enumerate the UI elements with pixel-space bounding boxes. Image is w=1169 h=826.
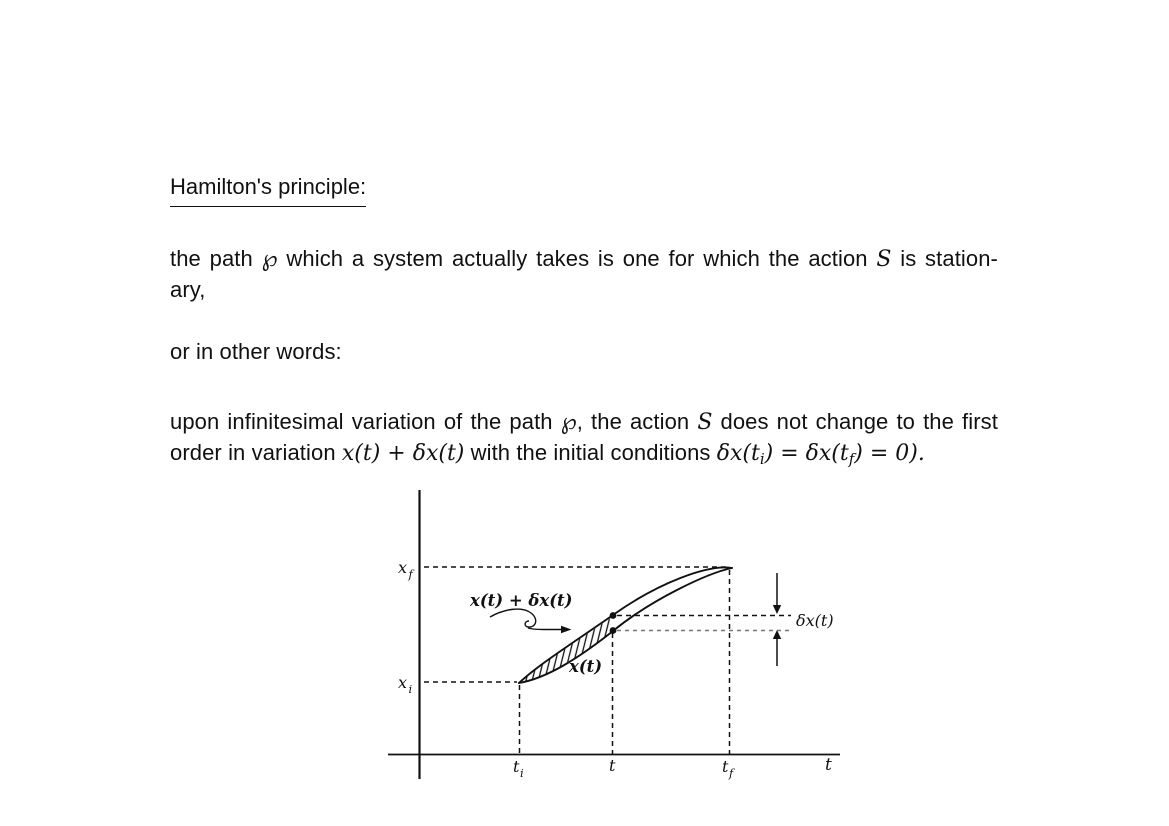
varied-path-point (610, 612, 617, 619)
delta-x-down-arrow (773, 573, 781, 614)
label-t-f-sub: f (729, 766, 734, 780)
label-t-mid: t (609, 756, 616, 775)
label-x-i: x (398, 673, 408, 692)
label-x-i-sub: i (408, 682, 413, 696)
label-t-i-sub: i (520, 766, 524, 780)
math-equals-zero: ) = 0). (854, 441, 925, 466)
action-S-symbol: S (697, 410, 713, 435)
math-delta-x-ti: δx(t (716, 441, 760, 466)
text-segment: or in other words: (170, 339, 342, 364)
label-varied-path: x(t) + δx(t) (470, 591, 573, 610)
true-path-point (610, 627, 617, 634)
text-segment: with the initial conditions (464, 440, 717, 465)
math-equals-delta-x-tf: ) = δx(t (764, 441, 849, 466)
text-segment: upon infinitesimal variation of the path (170, 409, 561, 434)
varied-path-pointer-arrow (490, 609, 572, 633)
label-x-f-sub: f (408, 567, 413, 581)
text-segment: is station- (891, 246, 998, 271)
label-t-i: t (513, 757, 520, 776)
script-p-symbol: ℘ (560, 409, 577, 435)
script-p-symbol: ℘ (261, 246, 278, 272)
delta-x-up-arrow (773, 630, 781, 666)
label-t-axis: t (825, 755, 832, 775)
text-segment: , the action (576, 409, 698, 434)
label-delta-x: δx(t) (796, 611, 834, 630)
subscript-i: i (759, 450, 765, 468)
text-segment: ary, (170, 277, 206, 302)
text-segment: does not change to the first (712, 409, 998, 434)
action-S-symbol: S (876, 247, 892, 272)
label-true-path: x(t) (569, 657, 603, 676)
text-segment: order in variation (170, 440, 342, 465)
label-x-f: x (398, 558, 408, 577)
page-title-text: Hamilton's principle: (170, 172, 366, 207)
subscript-f: f (848, 450, 855, 468)
math-x-plus-delta-x: x(t) + δx(t) (341, 441, 465, 466)
text-segment: which a system actually takes is one for which the action (277, 246, 877, 271)
text-segment: the path (170, 246, 262, 271)
label-t-f: t (722, 757, 729, 776)
